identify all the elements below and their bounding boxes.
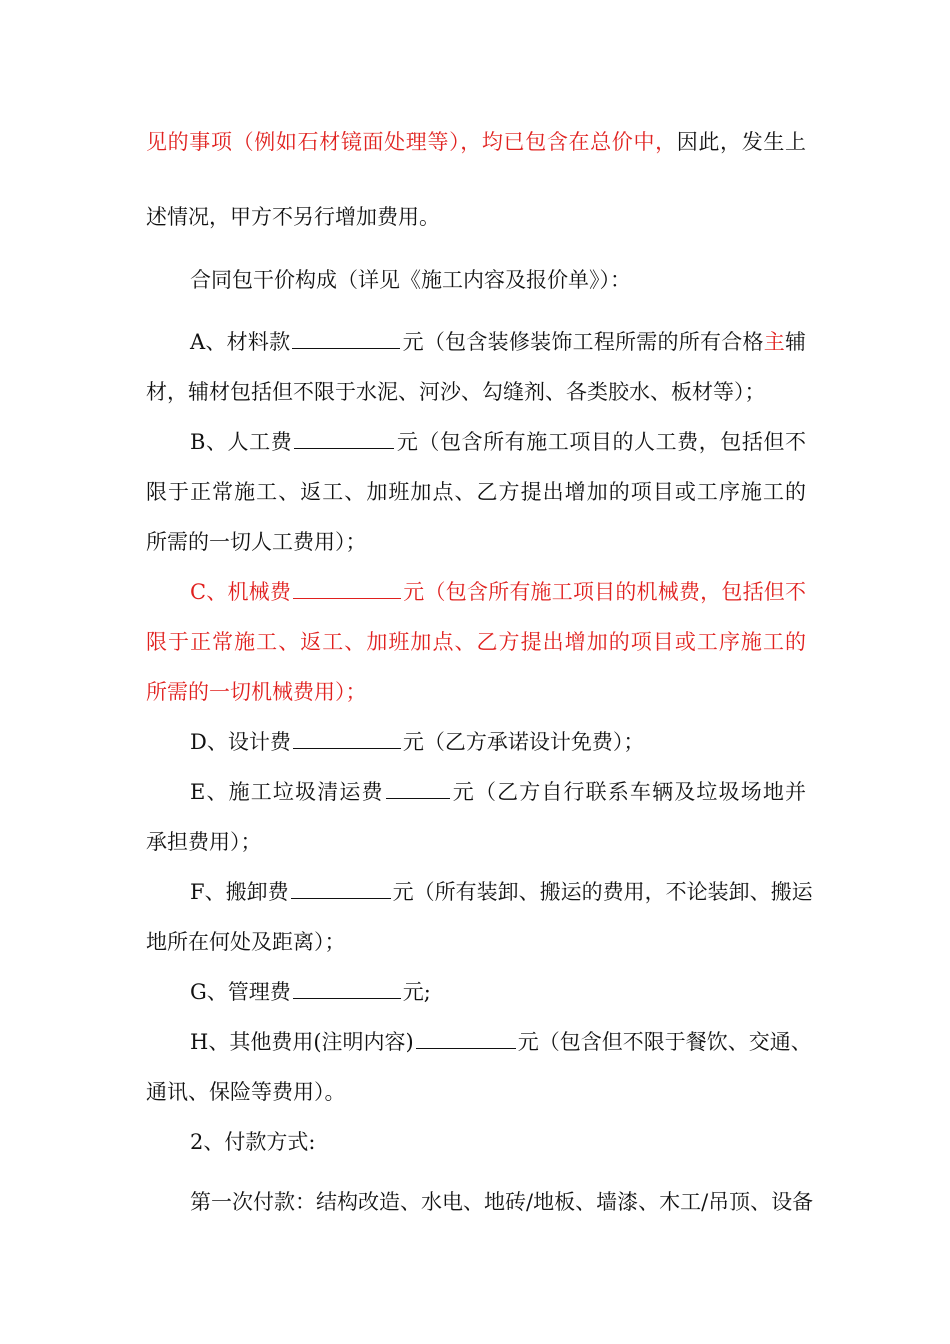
highlighted-text: 见的事项（例如石材镜面处理等），均已包含在总价中， (146, 130, 677, 154)
item-text: 元; (402, 980, 431, 1004)
item-h-line2: 通讯、保险等费用）。 (146, 1080, 346, 1104)
item-label: H、其他费用(注明内容) (190, 1030, 414, 1054)
item-c-line1 (190, 578, 806, 606)
item-b-line3: 所需的一切人工费用）； (146, 530, 367, 554)
body-text: 因此，发生上 (676, 130, 806, 154)
payment-heading: 2、付款方式: (190, 1130, 316, 1154)
item-text: 辅 (785, 330, 807, 354)
item-label: F、搬卸费 (190, 880, 289, 904)
amount-blank (293, 980, 401, 999)
item-label: A、材料款 (190, 330, 291, 354)
amount-blank (416, 1030, 516, 1049)
paragraph-line: 述情况，甲方不另行增加费用。 (146, 205, 440, 229)
item-c-line2: 限于正常施工、返工、加班加点、乙方提出增加的项目或工序施工的 (146, 630, 806, 654)
item-label: B、人工费 (190, 430, 293, 454)
payment-first-line: 第一次付款：结构改造、水电、地砖/地板、墙漆、木工/吊顶、设备 (190, 1190, 814, 1214)
section-intro: 合同包干价构成（详见《施工内容及报价单》）： (190, 268, 631, 292)
item-label: D、设计费 (190, 730, 291, 754)
item-text: 元（包含所有施工项目的机械费，包括但不 (403, 580, 806, 604)
amount-blank (386, 780, 450, 799)
amount-blank (293, 580, 401, 599)
item-d-line1 (190, 728, 806, 756)
item-f-line1 (190, 878, 813, 906)
item-label: G、管理费 (190, 980, 291, 1004)
item-text: 元（乙方承诺设计免费）； (402, 730, 645, 754)
item-label: C、机械费 (190, 580, 292, 604)
item-a-line1 (190, 328, 806, 356)
item-e-line1 (190, 778, 806, 806)
amount-blank (292, 330, 400, 349)
highlighted-text: 主 (763, 330, 786, 354)
item-text: 元（所有装卸、搬运的费用，不论装卸、搬运 (392, 880, 813, 904)
item-a-line2: 材，辅材包括但不限于水泥、河沙、勾缝剂、各类胶水、板材等）； (146, 380, 766, 404)
paragraph-line (146, 128, 806, 156)
amount-blank (294, 430, 394, 449)
amount-blank (291, 880, 391, 899)
amount-blank (293, 730, 401, 749)
item-text: 元（包含装修装饰工程所需的所有合格 (402, 330, 764, 354)
item-h-line1 (190, 1028, 812, 1056)
item-text: 元（包含所有施工项目的人工费，包括但不 (396, 430, 807, 454)
item-b-line1 (190, 428, 806, 456)
item-text: 元（乙方自行联系车辆及垃圾场地并 (451, 780, 806, 804)
item-f-line2: 地所在何处及距离）； (146, 930, 346, 954)
item-text: 元（包含但不限于餐饮、交通、 (517, 1030, 812, 1054)
item-label: E、施工垃圾清运费 (190, 780, 384, 804)
item-b-line2: 限于正常施工、返工、加班加点、乙方提出增加的项目或工序施工的 (146, 480, 806, 504)
item-e-line2: 承担费用）； (146, 830, 262, 854)
item-c-line3: 所需的一切机械费用）； (146, 680, 367, 704)
item-g-line1 (190, 978, 806, 1006)
